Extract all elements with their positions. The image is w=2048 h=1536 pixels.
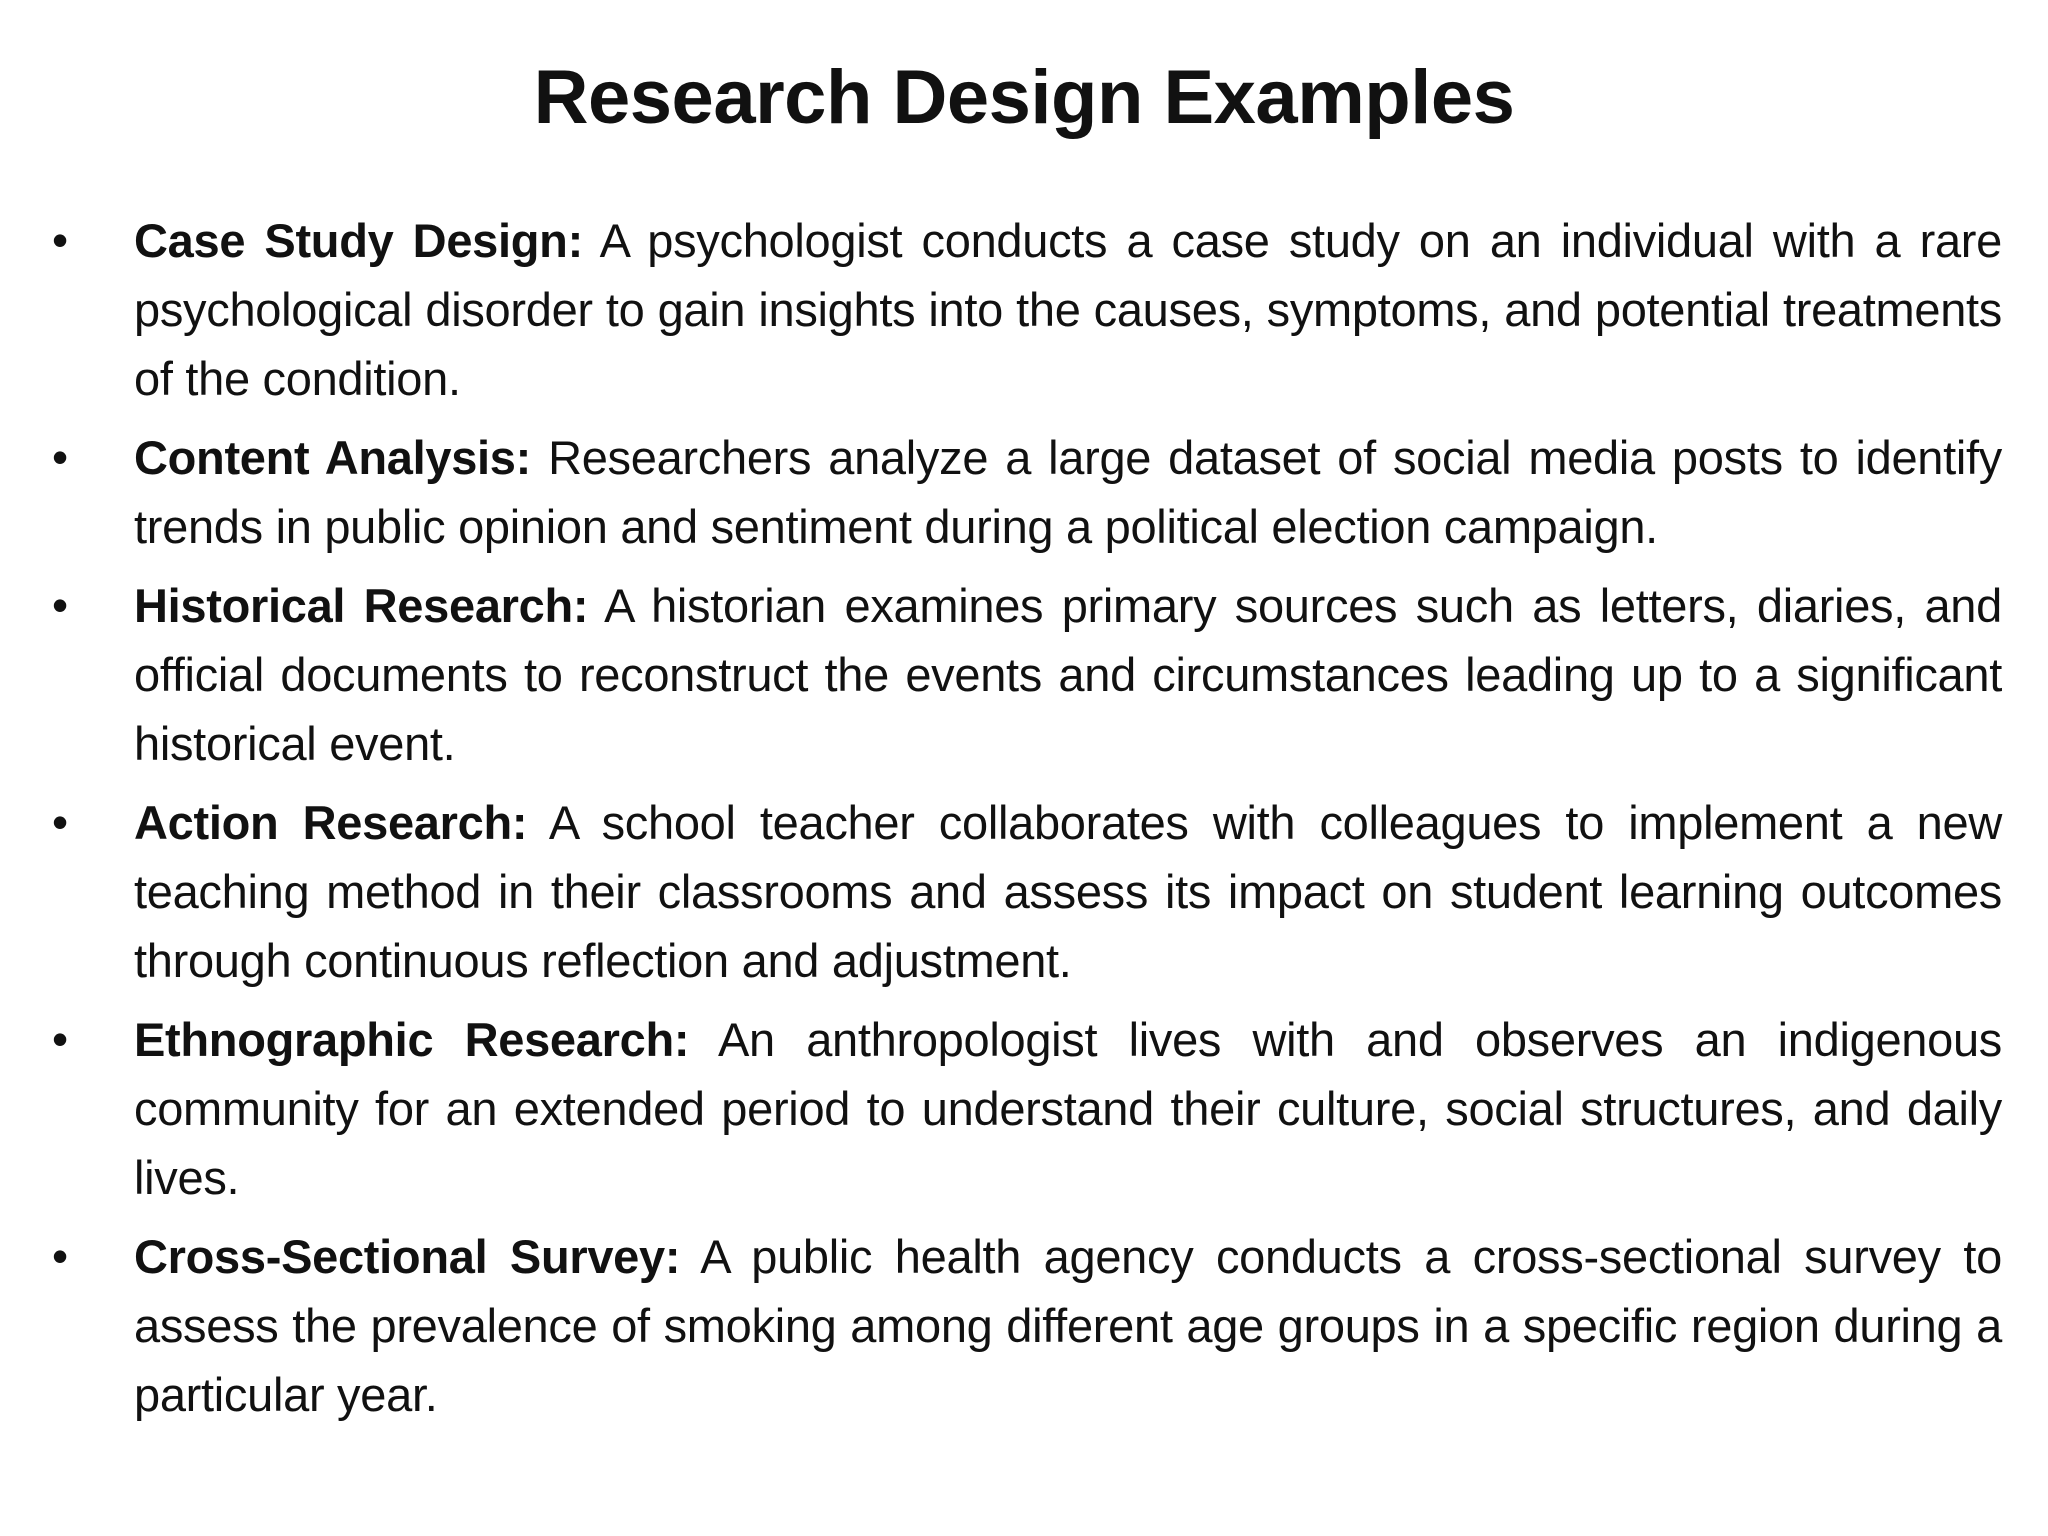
bullet-description: A school teacher collaborates with colleagues to implement a new teaching method in their classrooms and assess its impact on student learning outcomes through continuous reflection and adjustment. <box>134 796 2003 987</box>
bullet-term: Case Study Design: <box>134 214 583 267</box>
bullet-text <box>134 788 2002 995</box>
bullet-text <box>134 206 2002 413</box>
list-item <box>52 788 2002 995</box>
list-item <box>52 423 2002 561</box>
bullet-icon: • <box>52 1013 69 1065</box>
bullet-term: Historical Research: <box>134 579 589 632</box>
bullet-text <box>134 571 2002 778</box>
bullet-term: Ethnographic Research: <box>134 1013 690 1066</box>
bullet-term: Cross-Sectional Survey: <box>134 1230 681 1283</box>
bullet-text <box>134 423 2002 561</box>
list-item <box>52 1222 2002 1429</box>
bullet-icon: • <box>52 214 69 266</box>
slide-title: Research Design Examples <box>533 55 1515 140</box>
bullet-icon: • <box>52 431 69 483</box>
bullet-description: A public health agency conducts a cross-sectional survey to assess the prevalence of smoking among different age groups in a specific region during a particular year. <box>134 1230 2002 1421</box>
bullet-text <box>134 1005 2002 1212</box>
bullet-icon: • <box>52 1230 69 1282</box>
bullet-icon: • <box>52 796 69 848</box>
list-item <box>52 1005 2002 1212</box>
bullet-icon: • <box>52 579 69 631</box>
bullet-term: Content Analysis: <box>134 431 531 484</box>
bullet-list <box>52 206 2002 1439</box>
bullet-description: A historian examines primary sources such as letters, diaries, and official documents to reconstruct the events and circumstances leading up to a significant historical event. <box>134 579 2002 770</box>
bullet-description: An anthropologist lives with and observes an indigenous community for an extended period to understand their culture, social structures, and daily lives. <box>134 1013 2003 1204</box>
bullet-description: A psychologist conducts a case study on an individual with a rare psychological disorder to gain insights into the causes, symptoms, and potential treatments of the condition. <box>134 214 2002 405</box>
list-item <box>52 206 2002 413</box>
list-item <box>52 571 2002 778</box>
bullet-term: Action Research: <box>134 796 528 849</box>
bullet-text <box>134 1222 2002 1429</box>
bullet-description: Researchers analyze a large dataset of social media posts to identify trends in public opinion and sentiment during a political election campaign. <box>134 431 2002 553</box>
